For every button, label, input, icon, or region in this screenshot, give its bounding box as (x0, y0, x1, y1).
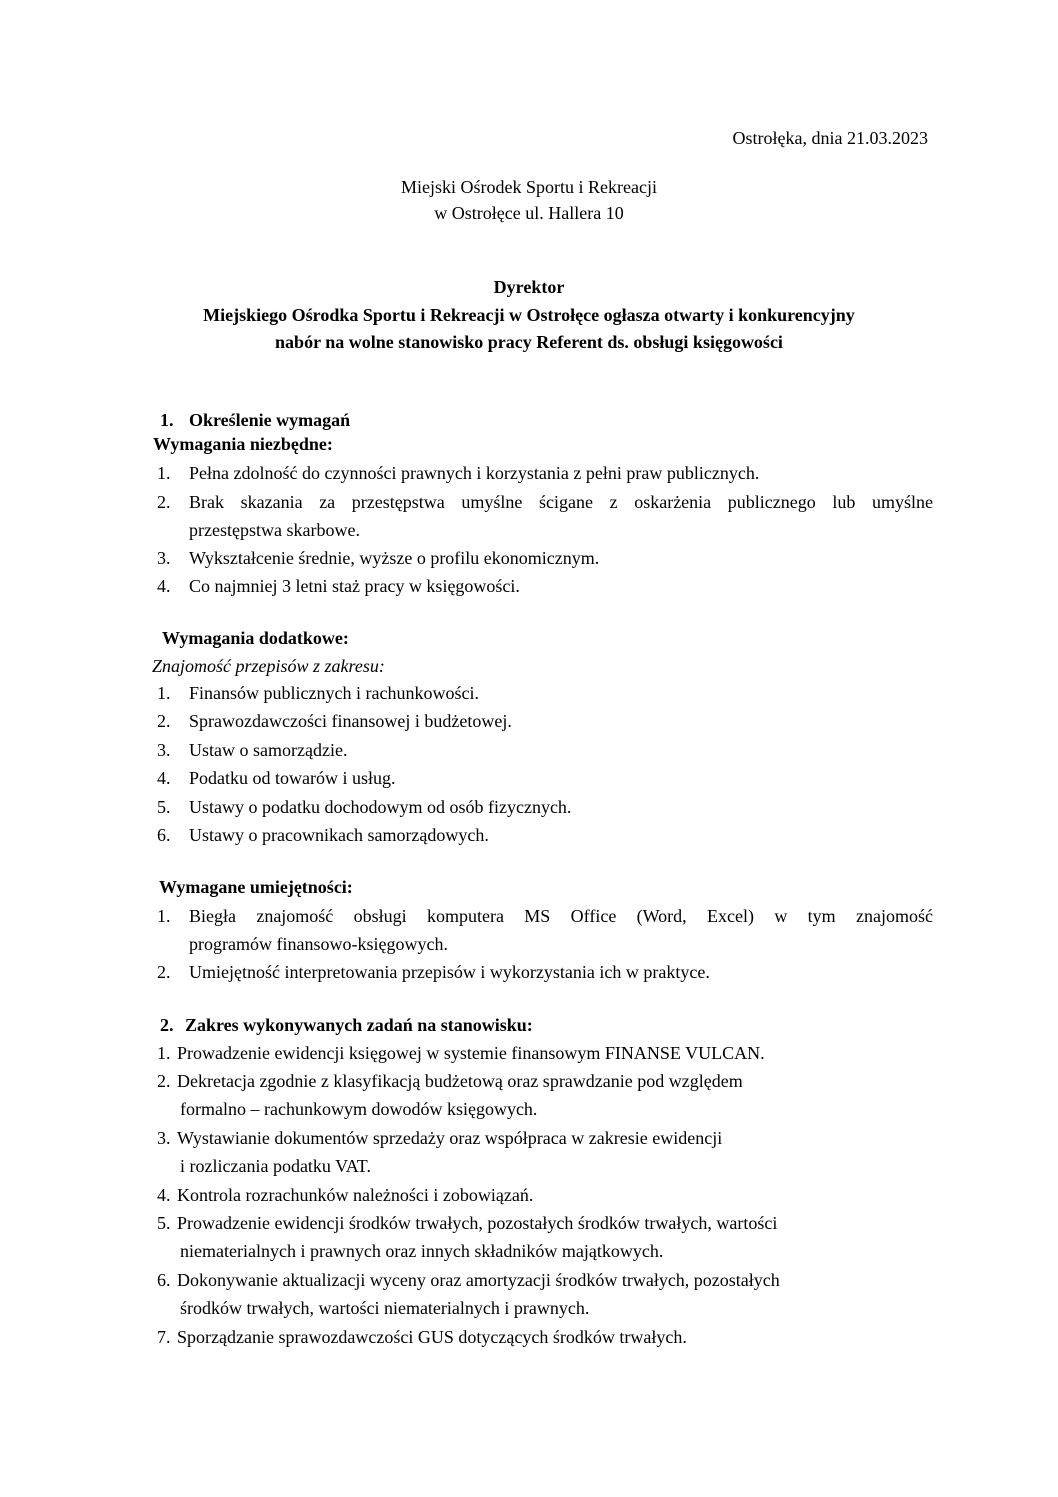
list-number: 4. (157, 1185, 171, 1205)
list-item: Dekretacja zgodnie z klasyfikacją budżetową oraz sprawdzanie pod względem (177, 1071, 743, 1091)
list-number: 2. (157, 1071, 171, 1091)
list-item: Co najmniej 3 letni staż pracy w księgowości. (189, 576, 520, 596)
list-item: Prowadzenie ewidencji środków trwałych, pozostałych środków trwałych, wartości (177, 1213, 778, 1233)
list-item: Sporządzanie sprawozdawczości GUS dotyczących środków trwałych. (177, 1327, 687, 1347)
list-item: Umiejętność interpretowania przepisów i wykorzystania ich w praktyce. (189, 962, 710, 982)
list-item-continuation: formalno – rachunkowym dowodów księgowych. (180, 1099, 538, 1119)
list-number: 4. (157, 576, 171, 596)
list-item-continuation: przestępstwa skarbowe. (189, 520, 360, 540)
list-number: 5. (157, 1213, 171, 1233)
list-number: 1. (157, 463, 171, 483)
list-number: 6. (157, 1270, 171, 1290)
list-number: 1. (157, 1043, 171, 1063)
list-number: 6. (157, 825, 171, 845)
section-1-heading: Określenie wymagań (189, 410, 351, 430)
title-line-2: Miejskiego Ośrodka Sportu i Rekreacji w Ostrołęce ogłasza otwarty i konkurencyjny (203, 305, 855, 325)
list-item: Wystawianie dokumentów sprzedaży oraz współpraca w zakresie ewidencji (177, 1128, 723, 1148)
list-item-continuation: programów finansowo-księgowych. (189, 934, 448, 954)
list-item: Dokonywanie aktualizacji wyceny oraz amortyzacji środków trwałych, pozostałych (177, 1270, 780, 1290)
institution-address: w Ostrołęce ul. Hallera 10 (434, 203, 624, 223)
list-number: 4. (157, 768, 171, 788)
additional-subheading: Znajomość przepisów z zakresu: (152, 656, 385, 676)
list-item: Podatku od towarów i usług. (189, 768, 396, 788)
section-1-number: 1. (160, 410, 174, 430)
list-number: 2. (157, 962, 171, 982)
skills-heading: Wymagane umiejętności: (159, 877, 353, 897)
list-item: Pełna zdolność do czynności prawnych i korzystania z pełni praw publicznych. (189, 463, 760, 483)
list-number: 1. (157, 906, 171, 926)
list-item: Prowadzenie ewidencji księgowej w systemie finansowym FINANSE VULCAN. (177, 1043, 765, 1063)
list-item: Wykształcenie średnie, wyższe o profilu ekonomicznym. (189, 548, 600, 568)
title-line-1: Dyrektor (493, 277, 565, 297)
list-item: Ustaw o samorządzie. (189, 740, 348, 760)
title-line-3: nabór na wolne stanowisko pracy Referent ds. obsługi księgowości (275, 332, 783, 352)
list-number: 2. (157, 711, 171, 731)
list-item: Kontrola rozrachunków należności i zobowiązań. (177, 1185, 534, 1205)
list-number: 5. (157, 797, 171, 817)
required-heading: Wymagania niezbędne: (153, 434, 333, 454)
list-item: Biegła znajomość obsługi komputera MS Office (Word, Excel) w tym znajomość (189, 906, 933, 926)
list-item: Ustawy o podatku dochodowym od osób fizycznych. (189, 797, 572, 817)
list-item-continuation: niematerialnych i prawnych oraz innych składników majątkowych. (180, 1241, 664, 1261)
list-item: Brak skazania za przestępstwa umyślne ścigane z oskarżenia publicznego lub umyślne (189, 492, 933, 512)
section-2-heading: Zakres wykonywanych zadań na stanowisku: (185, 1015, 533, 1035)
additional-heading: Wymagania dodatkowe: (162, 628, 349, 648)
list-item-continuation: i rozliczania podatku VAT. (180, 1156, 371, 1176)
institution-name: Miejski Ośrodek Sportu i Rekreacji (401, 177, 657, 197)
list-number: 3. (157, 1128, 171, 1148)
list-number: 3. (157, 740, 171, 760)
section-2-number: 2. (160, 1015, 174, 1035)
list-number: 3. (157, 548, 171, 568)
list-item: Sprawozdawczości finansowej i budżetowej. (189, 711, 512, 731)
date-line: Ostrołęka, dnia 21.03.2023 (732, 128, 928, 148)
list-number: 1. (157, 683, 171, 703)
list-number: 2. (157, 492, 171, 512)
list-item-continuation: środków trwałych, wartości niematerialnych i prawnych. (180, 1298, 590, 1318)
list-number: 7. (157, 1327, 171, 1347)
list-item: Ustawy o pracownikach samorządowych. (189, 825, 489, 845)
list-item: Finansów publicznych i rachunkowości. (189, 683, 479, 703)
